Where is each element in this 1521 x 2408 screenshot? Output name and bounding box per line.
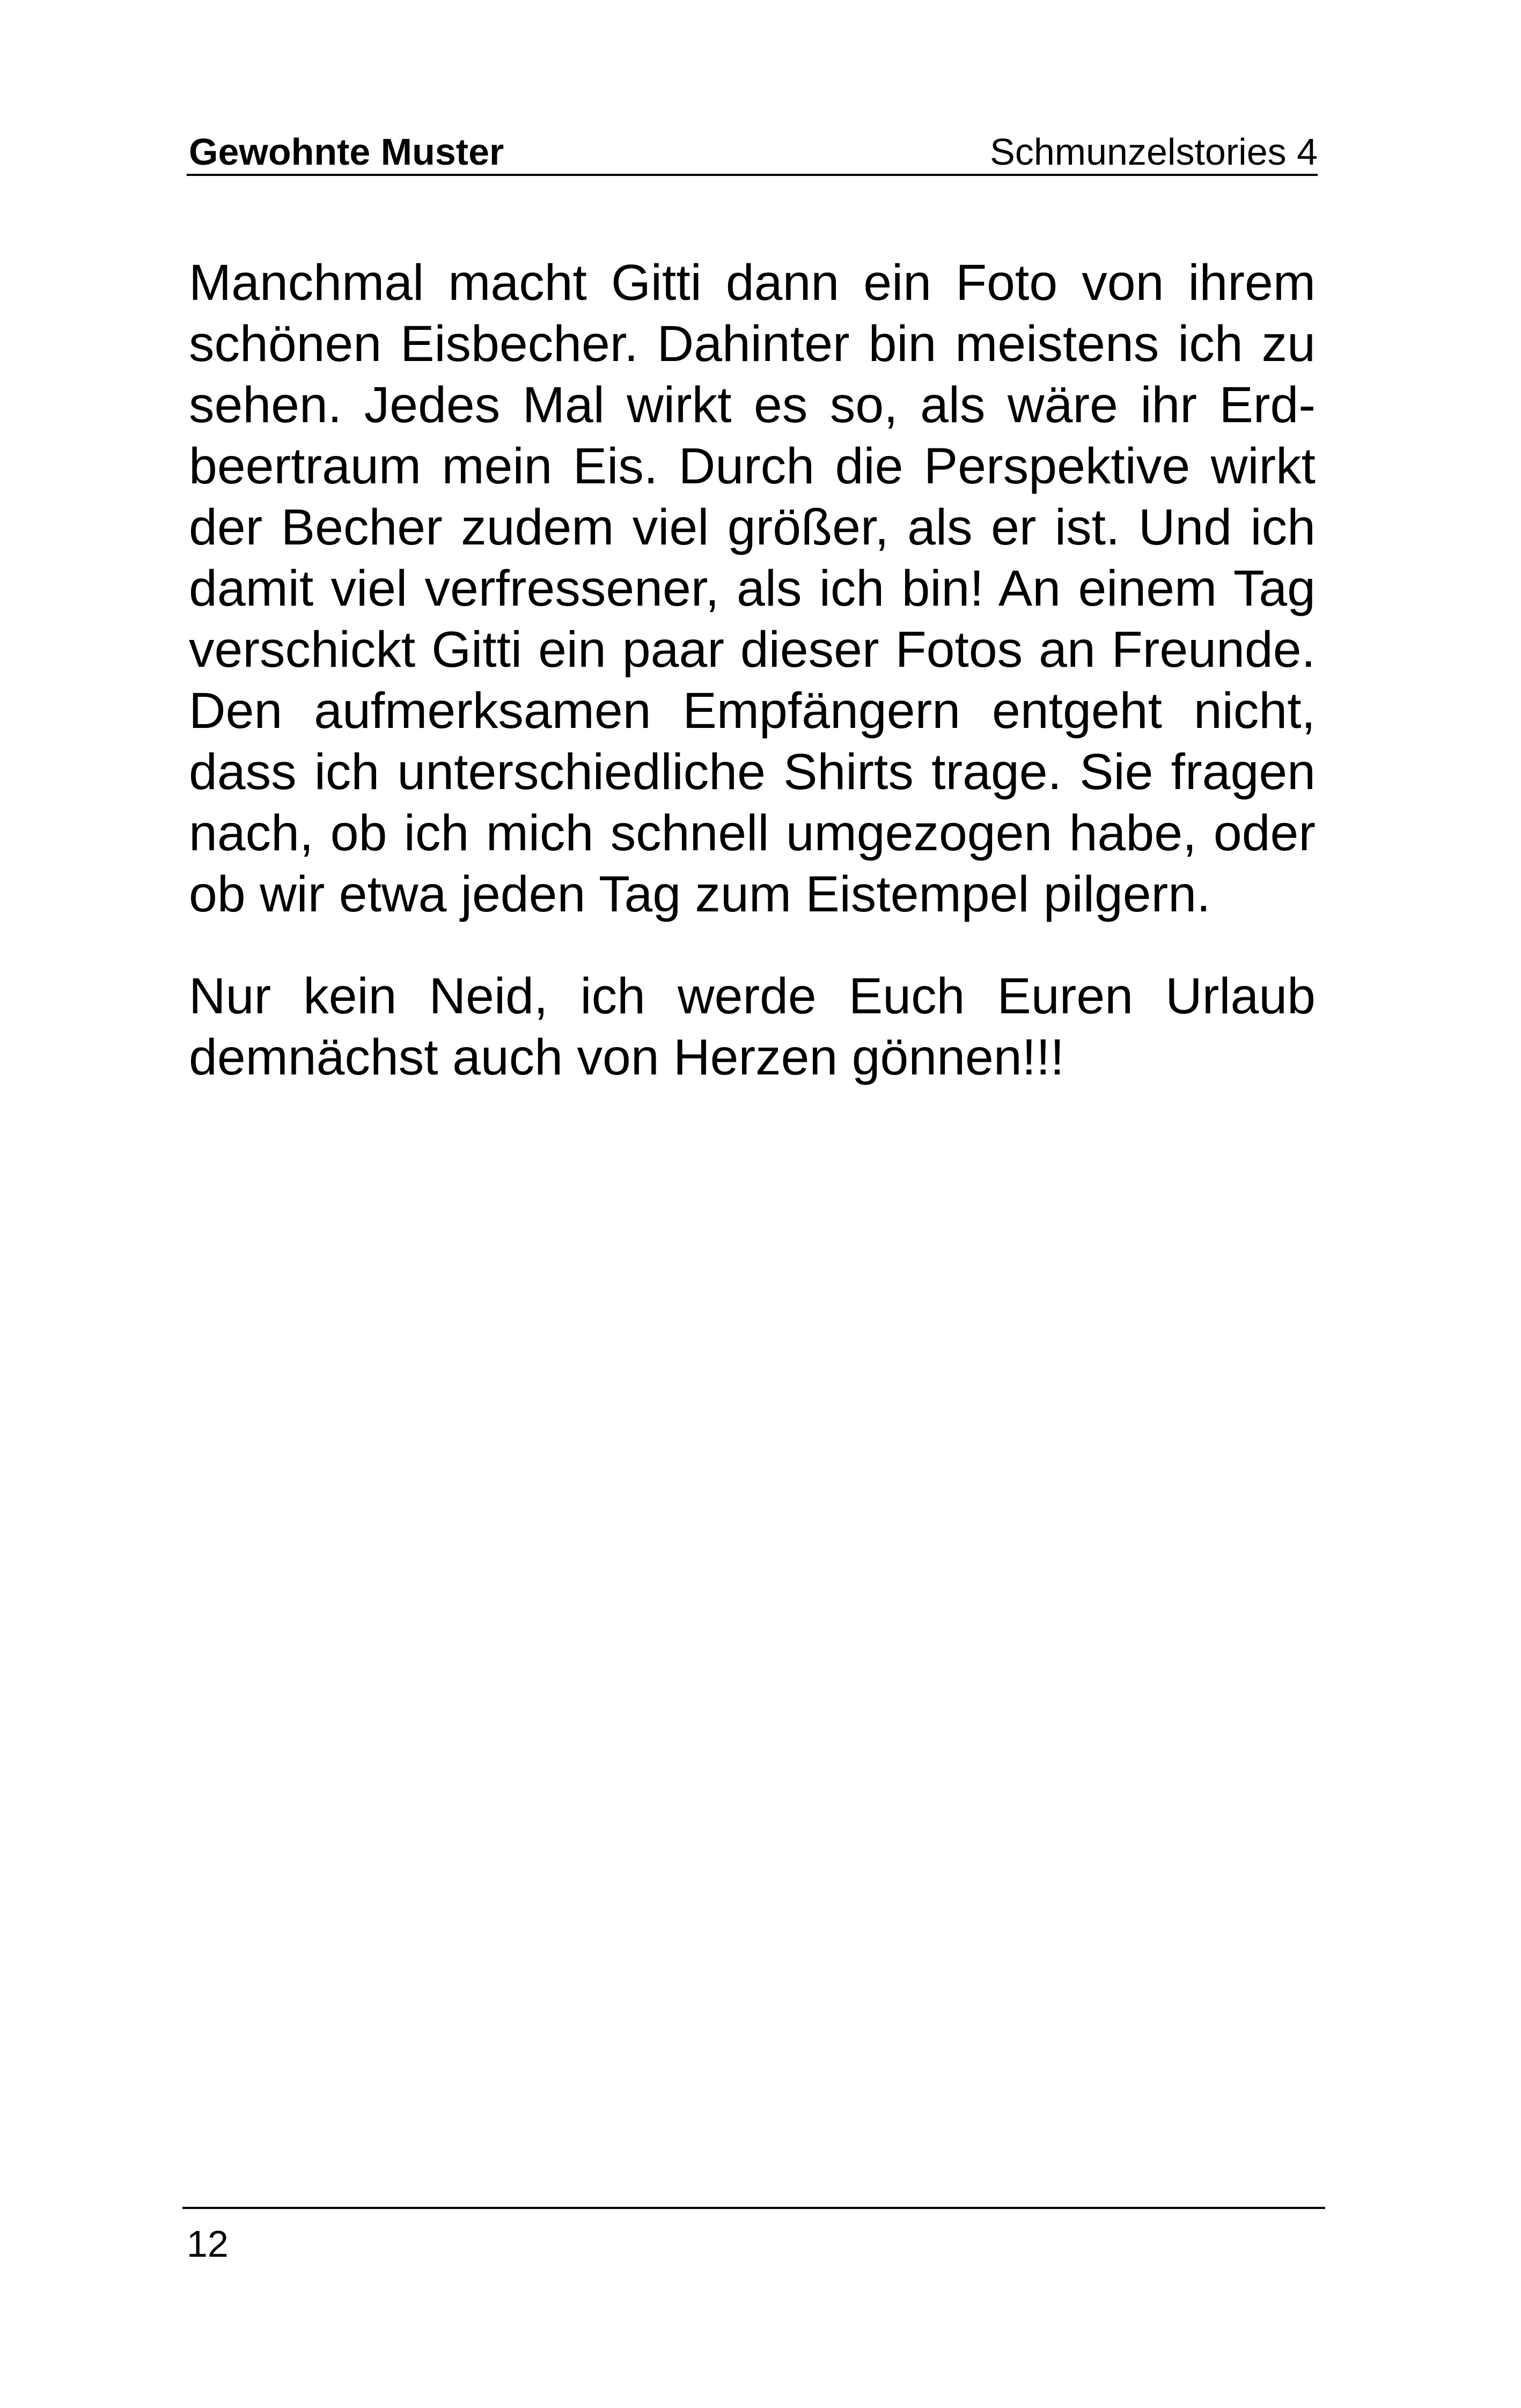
running-header [187, 128, 1318, 176]
page-number: 12 [187, 2223, 229, 2265]
main-text [189, 252, 1316, 1088]
paragraph-1: Manchmal macht Gitti dann ein Foto von ihrem schönen Eisbecher. Dahinter bin meistens ich zu sehen. Jedes Mal wirkt es so, als wäre ihr Erdbeertraum mein Eis. Durch die Perspektive wirkt der Becher zudem viel größer, als er ist. Und ich damit viel verfressener, als ich bin! An einem Tag verschickt Gitti ein paar dieser Fotos an Freunde. Den aufmerksamen Empfängern entgeht nicht, dass ich unterschiedliche Shirts trage. Sie fragen nach, ob ich mich schnell umgezogen habe, oder ob wir etwa jeden Tag zum Eistempel pilgern. [189, 254, 1316, 923]
chapter-title: Gewohnte Muster [189, 131, 504, 173]
paragraph-2: Nur kein Neid, ich werde Euch Euren Urlaub demnächst auch von Herzen gönnen!!! [189, 968, 1316, 1086]
footer-divider [182, 2207, 1325, 2209]
book-title: Schmunzelstories 4 [990, 131, 1318, 173]
